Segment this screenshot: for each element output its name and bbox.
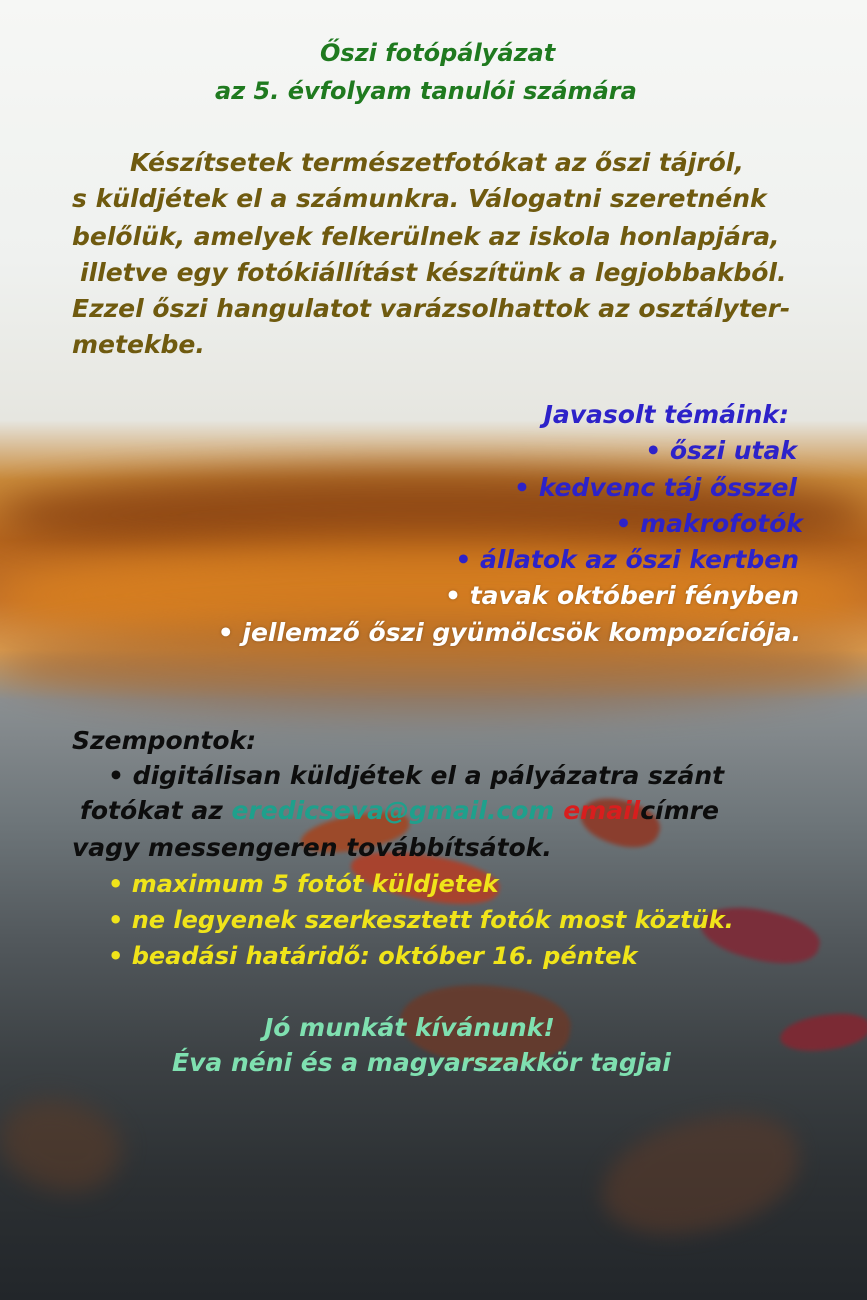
email-address-link[interactable]: eredicseva@gmail.com [231, 796, 555, 825]
topic-item: • őszi utak [645, 436, 797, 465]
intro-line: Ezzel őszi hangulatot varázsolhattok az osztályter- [72, 294, 791, 323]
rule-item: • beadási határidő: október 16. péntek [108, 942, 638, 970]
topics-heading: Javasolt témáink: [543, 400, 789, 429]
criteria-email-prefix: fotókat az [80, 796, 232, 825]
intro-line: s küldjétek el a számunkra. Válogatni szeretnénk [72, 184, 767, 213]
intro-line: illetve egy fotókiállítást készítünk a legjobbakból. [80, 258, 787, 287]
closing-wish: Jó munkát kívánunk! [264, 1013, 555, 1042]
criteria-line: vagy messengeren továbbítsátok. [72, 833, 552, 862]
intro-line: metekbe. [72, 330, 205, 359]
rule-item: • maximum 5 fotót küldjetek [108, 870, 499, 898]
topic-item: • állatok az őszi kertben [455, 545, 799, 574]
criteria-line-email [80, 796, 719, 826]
rule-item: • ne legyenek szerkesztett fotók most köztük. [108, 906, 734, 934]
topic-item: • jellemző őszi gyümölcsök kompozíciója. [217, 618, 801, 647]
page-subtitle: az 5. évfolyam tanulói számára [215, 77, 637, 105]
page-title: Őszi fotópályázat [320, 39, 556, 67]
closing-signature: Éva néni és a magyarszakkör tagjai [172, 1048, 671, 1077]
email-word-highlight: email [563, 796, 641, 825]
topic-item: • makrofotók [615, 509, 803, 538]
email-word-rest: címre [640, 796, 719, 825]
intro-line: Készítsetek természetfotókat az őszi tájról, [130, 148, 744, 177]
intro-line: belőlük, amelyek felkerülnek az iskola honlapjára, [72, 222, 780, 251]
topic-item: • kedvenc táj ősszel [514, 473, 797, 502]
criteria-line: • digitálisan küldjétek el a pályázatra szánt [108, 761, 725, 790]
criteria-heading: Szempontok: [72, 726, 257, 755]
topic-item: • tavak októberi fényben [445, 581, 799, 610]
